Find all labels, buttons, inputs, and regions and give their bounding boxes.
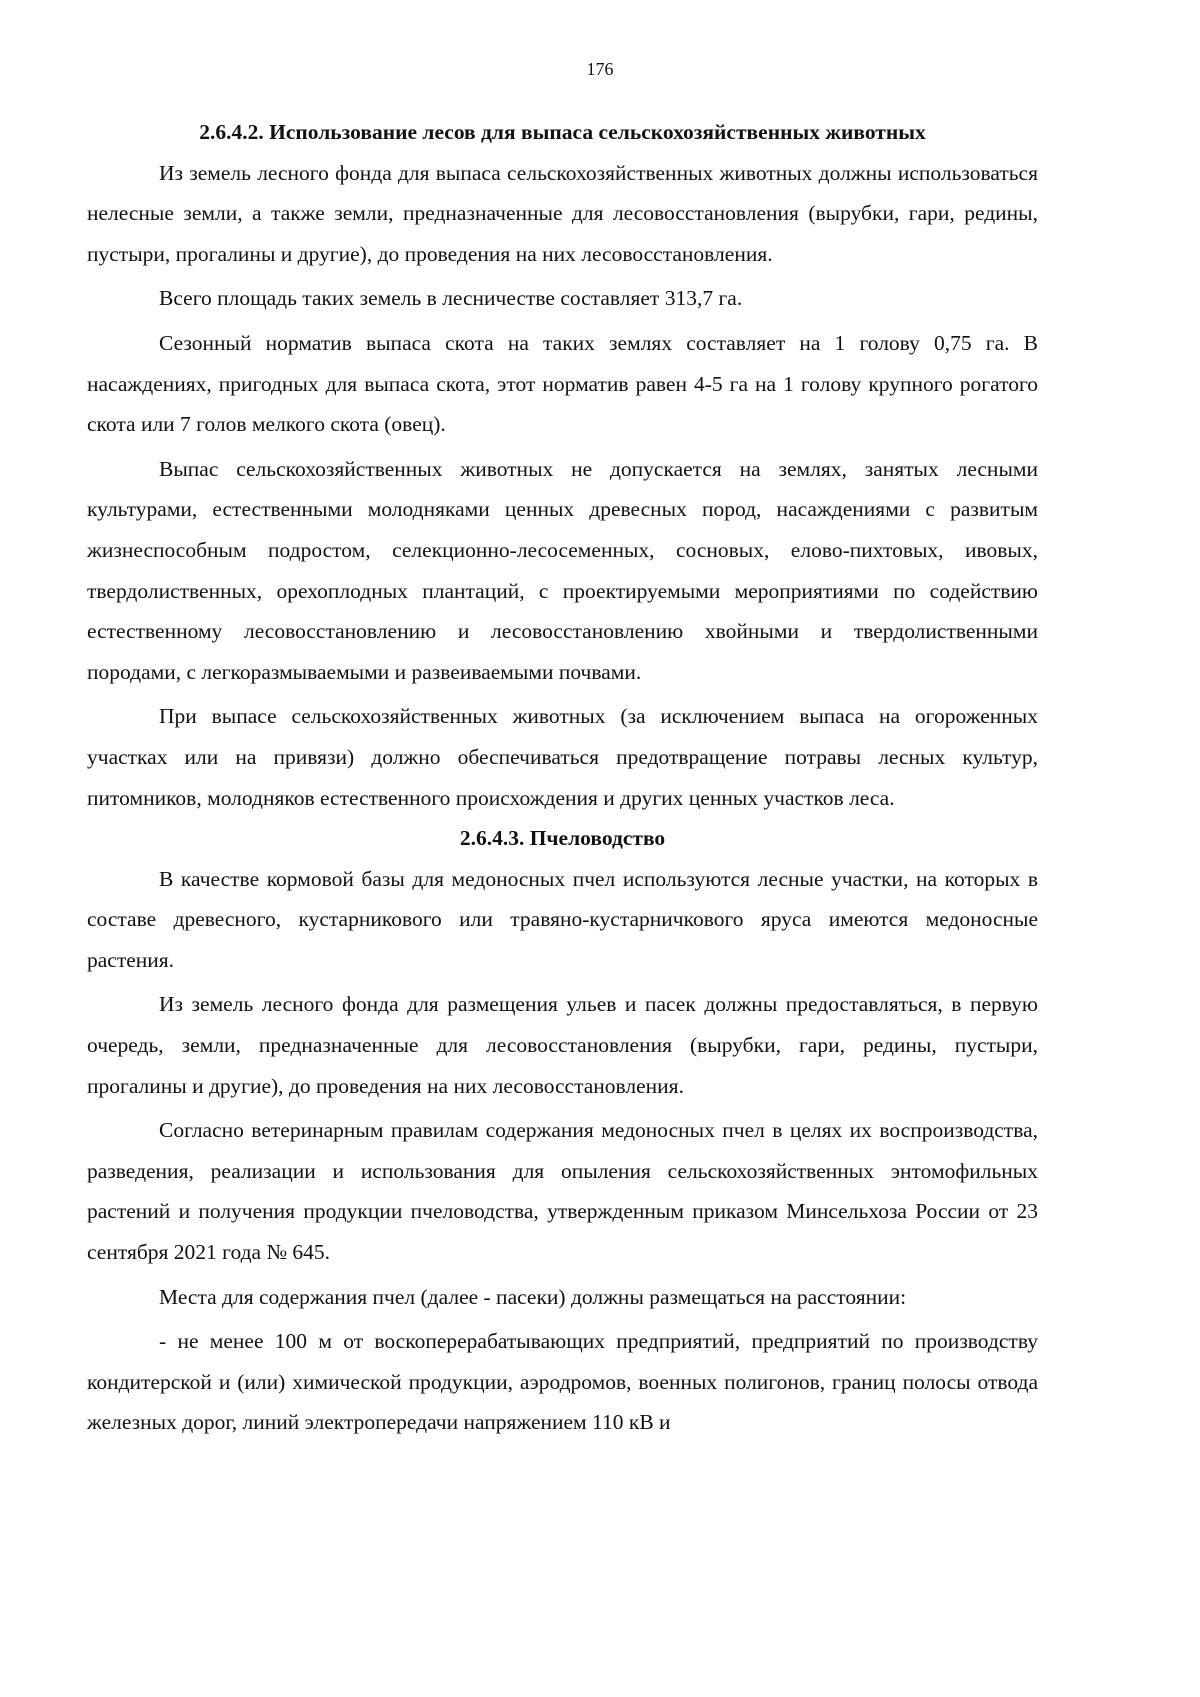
page-number: 176	[586, 59, 614, 79]
paragraph: Всего площадь таких земель в лесничестве составляет 313,7 га.	[159, 286, 743, 311]
paragraph: Согласно ветеринарным правилам содержания медоносных пчел в целях их воспроизводства, разведения, реализации и использования для опыления сельскохозяйственных энтомофильных растений и получения продукции пчеловодства, утвержденным приказом Минсельхоза России от 23 сентября 2021 года № 645.	[87, 1118, 1038, 1265]
paragraph: Места для содержания пчел (далее - пасеки) должны размещаться на расстоянии:	[159, 1284, 907, 1309]
paragraph: Из земель лесного фонда для выпаса сельскохозяйственных животных должны использоваться нелесные земли, а также земли, предназначенные для лесовосстановления (вырубки, гари, редины, пустыри, прогалины и другие), до проведения на них лесовосстановления.	[87, 160, 1038, 266]
section-heading-beekeeping: 2.6.4.3. Пчеловодство	[459, 826, 666, 851]
paragraph: Из земель лесного фонда для размещения ульев и пасек должны предоставляться, в первую очередь, земли, предназначенные для лесовосстановления (вырубки, гари, редины, пустыри, прогалины и другие), до проведения на них лесовосстановления.	[87, 992, 1038, 1098]
paragraph: В качестве кормовой базы для медоносных пчел используются лесные участки, на которых в составе древесного, кустарникового или травяно-кустарничкового яруса имеются медоносные растения.	[87, 866, 1038, 972]
section-heading-livestock-grazing: 2.6.4.2. Использование лесов для выпаса сельскохозяйственных животных	[199, 120, 926, 144]
paragraph: Сезонный норматив выпаса скота на таких землях составляет на 1 голову 0,75 га. В насаждениях, пригодных для выпаса скота, этот норматив равен 4-5 га на 1 голову крупного рогатого скота или 7 голов мелкого скота (овец).	[87, 330, 1038, 437]
paragraph: - не менее 100 м от воскоперерабатывающих предприятий, предприятий по производству кондитерской и (или) химической продукции, аэродромов, военных полигонов, границ полосы отвода железных дорог, линий электропередачи напряжением 110 кВ и	[87, 1329, 1038, 1435]
page-content	[87, 112, 1038, 1443]
paragraph: Выпас сельскохозяйственных животных не допускается на землях, занятых лесными культурами, естественными молодняками ценных древесных пород, насаждениями с развитым жизнеспособным подростом, селекционно-лесосеменных, сосновых, елово-пихтовых, ивовых, твердолиственных, орехоплодных плантаций, с проектируемыми мероприятиями по содействию естественному лесовосстановлению и лесовосстановлению хвойными и твердолиственными породами, с легкоразмываемыми и развеиваемыми почвами.	[87, 456, 1038, 684]
paragraph: При выпасе сельскохозяйственных животных (за исключением выпаса на огороженных участках или на привязи) должно обеспечиваться предотвращение потравы лесных культур, питомников, молодняков естественного происхождения и других ценных участков леса.	[87, 704, 1038, 810]
